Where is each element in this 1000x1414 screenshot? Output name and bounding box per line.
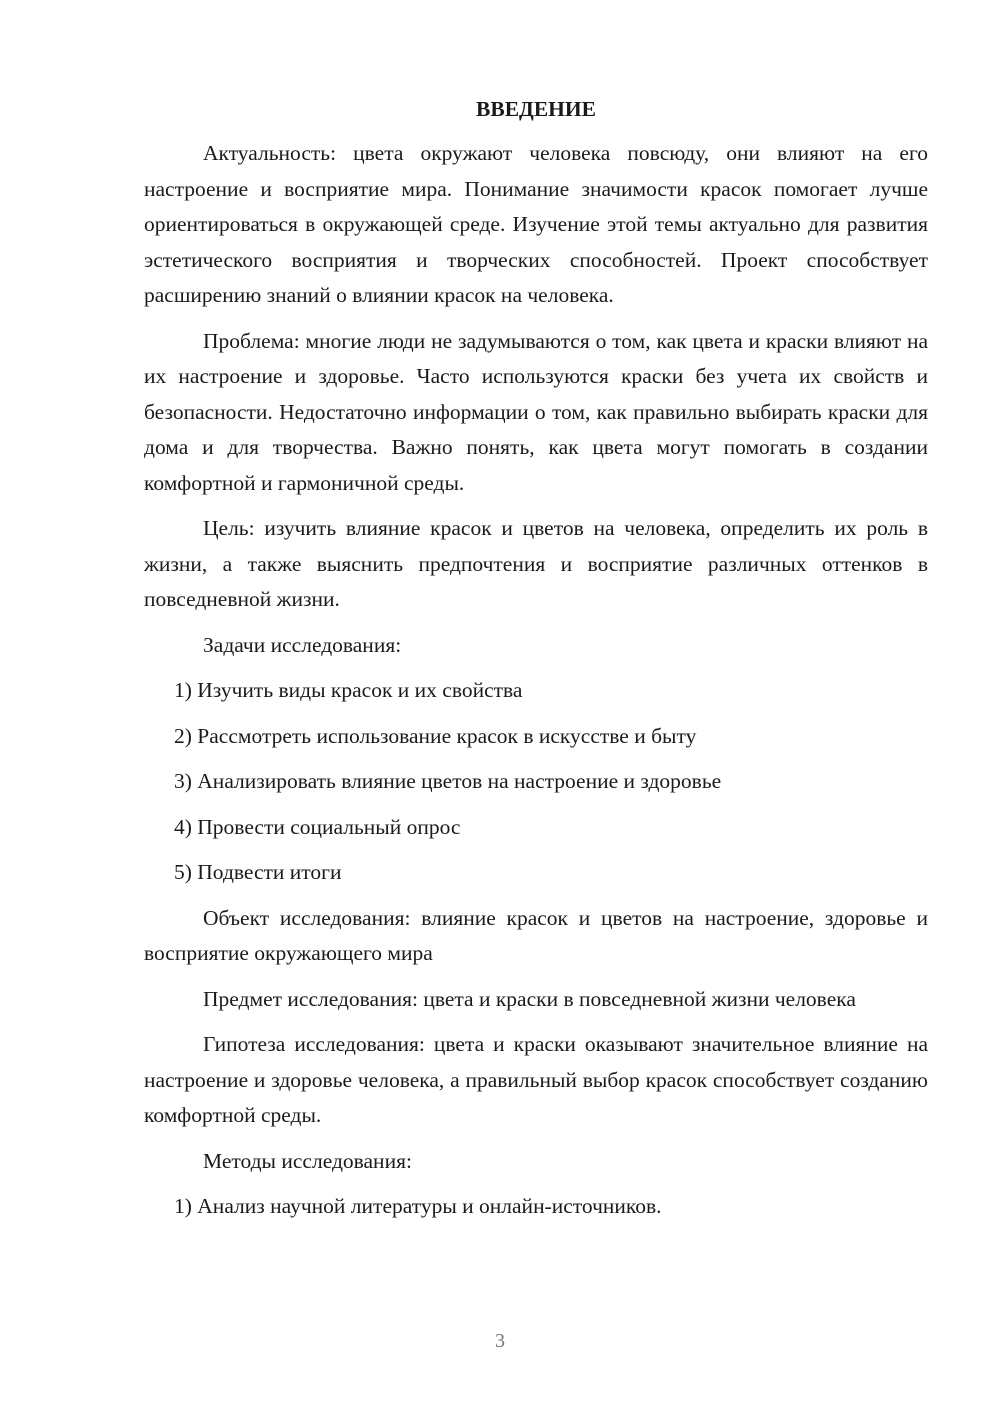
subject-paragraph: Предмет исследования: цвета и краски в повседневной жизни человека: [203, 986, 856, 1011]
methods-list: [144, 1189, 928, 1225]
methods-heading: Методы исследования:: [203, 1148, 412, 1173]
problem-paragraph: Проблема: многие люди не задумываются о том, как цвета и краски влияют на их настроение и здоровье. Часто используются краски без учета их свойств и безопасности. Недостаточно информации о том, как правильно выбирать краски для дома и для творчества. Важно понять, как цвета могут помогать в создании комфортной и гармоничной среды.: [144, 328, 928, 495]
page-content: [144, 92, 928, 1235]
tasks-list: [144, 673, 928, 891]
hypothesis-paragraph: Гипотеза исследования: цвета и краски оказывают значительное влияние на настроение и здоровье человека, а правильный выбор красок способствует созданию комфортной среды.: [144, 1032, 928, 1127]
object-paragraph: Объект исследования: влияние красок и цветов на настроение, здоровье и восприятие окружающего мира: [144, 905, 928, 965]
page-number: 3: [495, 1330, 505, 1352]
tasks-heading: Задачи исследования:: [203, 632, 402, 657]
list-item: 5) Подвести итоги: [174, 860, 342, 884]
list-item: 2) Рассмотреть использование красок в искусстве и быту: [174, 723, 697, 748]
list-item: 3) Анализировать влияние цветов на настроение и здоровье: [174, 769, 722, 793]
list-item: 4) Провести социальный опрос: [174, 814, 461, 839]
list-item: 1) Анализ научной литературы и онлайн-источников.: [174, 1194, 662, 1218]
section-title: ВВЕДЕНИЕ: [476, 97, 596, 121]
list-item: 1) Изучить виды красок и их свойства: [174, 678, 523, 702]
relevance-paragraph: Актуальность: цвета окружают человека повсюду, они влияют на его настроение и восприятие мира. Понимание значимости красок помогает лучше ориентироваться в окружающей среде. Изучение этой темы актуально для развития эстетического восприятия и творческих способностей. Проект способствует расширению знаний о влиянии красок на человека.: [144, 141, 928, 307]
goal-paragraph: Цель: изучить влияние красок и цветов на человека, определить их роль в жизни, а также выяснить предпочтения и восприятие различных оттенков в повседневной жизни.: [144, 516, 928, 611]
